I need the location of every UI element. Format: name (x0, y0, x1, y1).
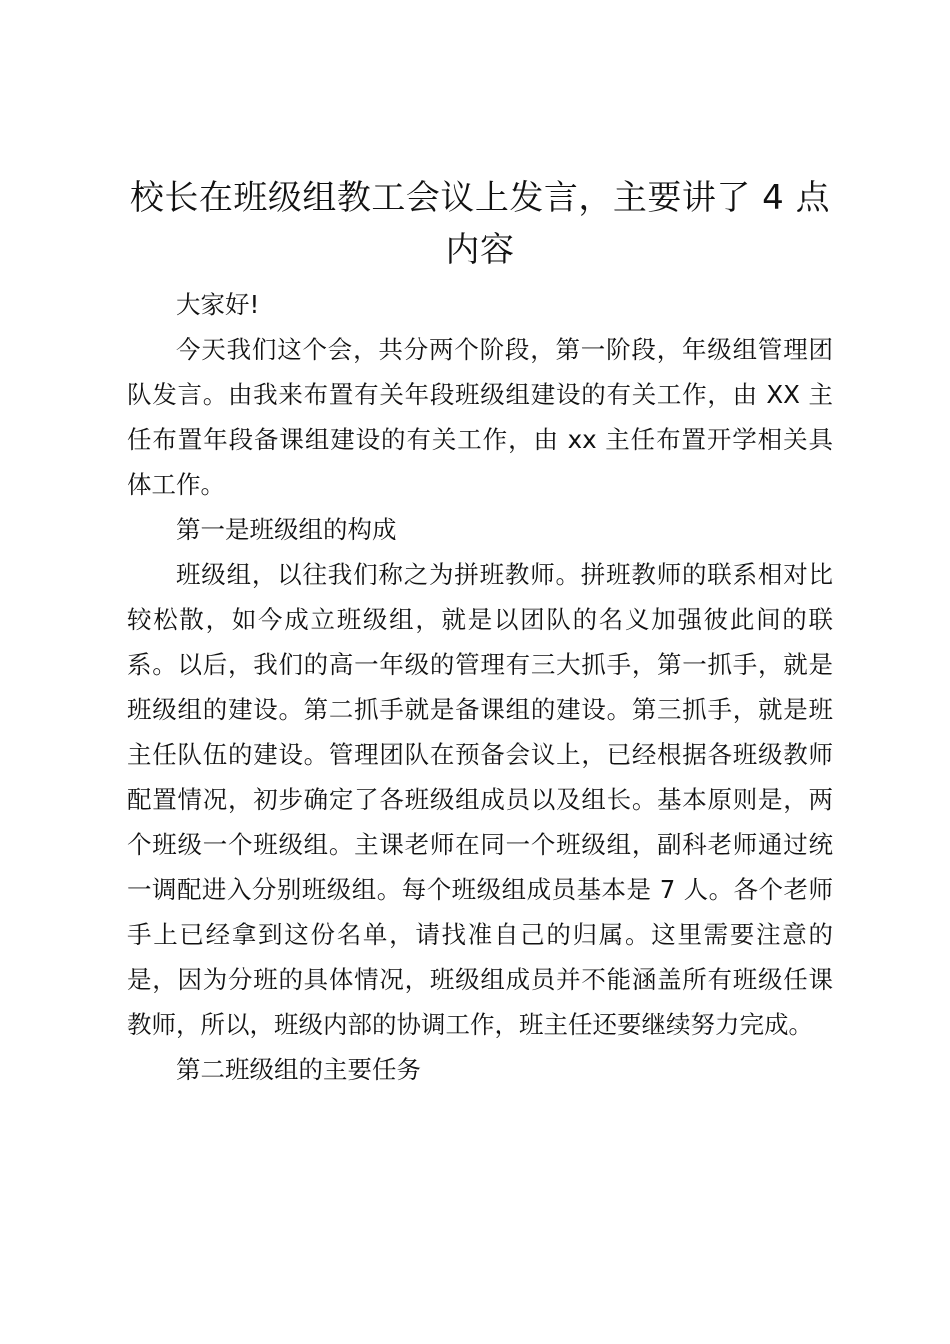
document-title: 校长在班级组教工会议上发言，主要讲了 4 点内容 (129, 178, 831, 270)
document-body (127, 172, 833, 1092)
paragraph-greeting: 大家好! (176, 290, 260, 319)
paragraph-section-1: 班级组，以往我们称之为拼班教师。拼班教师的联系相对比较松散，如今成立班级组，就是以团队的名义加强彼此间的联系。以后，我们的高一年级的管理有三大抓手，第一抓手，就是班级组的建设。第二抓手就是备课组的建设。第三抓手，就是班主任队伍的建设。管理团队在预备会议上，已经根据各班级教师配置情况，初步确定了各班级组成员以及组长。基本原则是，两个班级一个班级组。主课老师在同一个班级组，副科老师通过统一调配进入分别班级组。每个班级组成员基本是 7 人。各个老师手上已经拿到这份名单，请找准自己的归属。这里需要注意的是，因为分班的具体情况，班级组成员并不能涵盖所有班级任课教师，所以，班级内部的协调工作，班主任还要继续努力完成。 (127, 560, 833, 1039)
section-heading-1: 第一是班级组的构成 (176, 515, 397, 544)
paragraph-intro: 今天我们这个会，共分两个阶段，第一阶段，年级组管理团队发言。由我来布置有关年段班级组建设的有关工作，由 XX 主任布置年段备课组建设的有关工作，由 xx 主任布置开学相关具体工作。 (127, 335, 833, 499)
section-heading-2: 第二班级组的主要任务 (176, 1055, 421, 1084)
